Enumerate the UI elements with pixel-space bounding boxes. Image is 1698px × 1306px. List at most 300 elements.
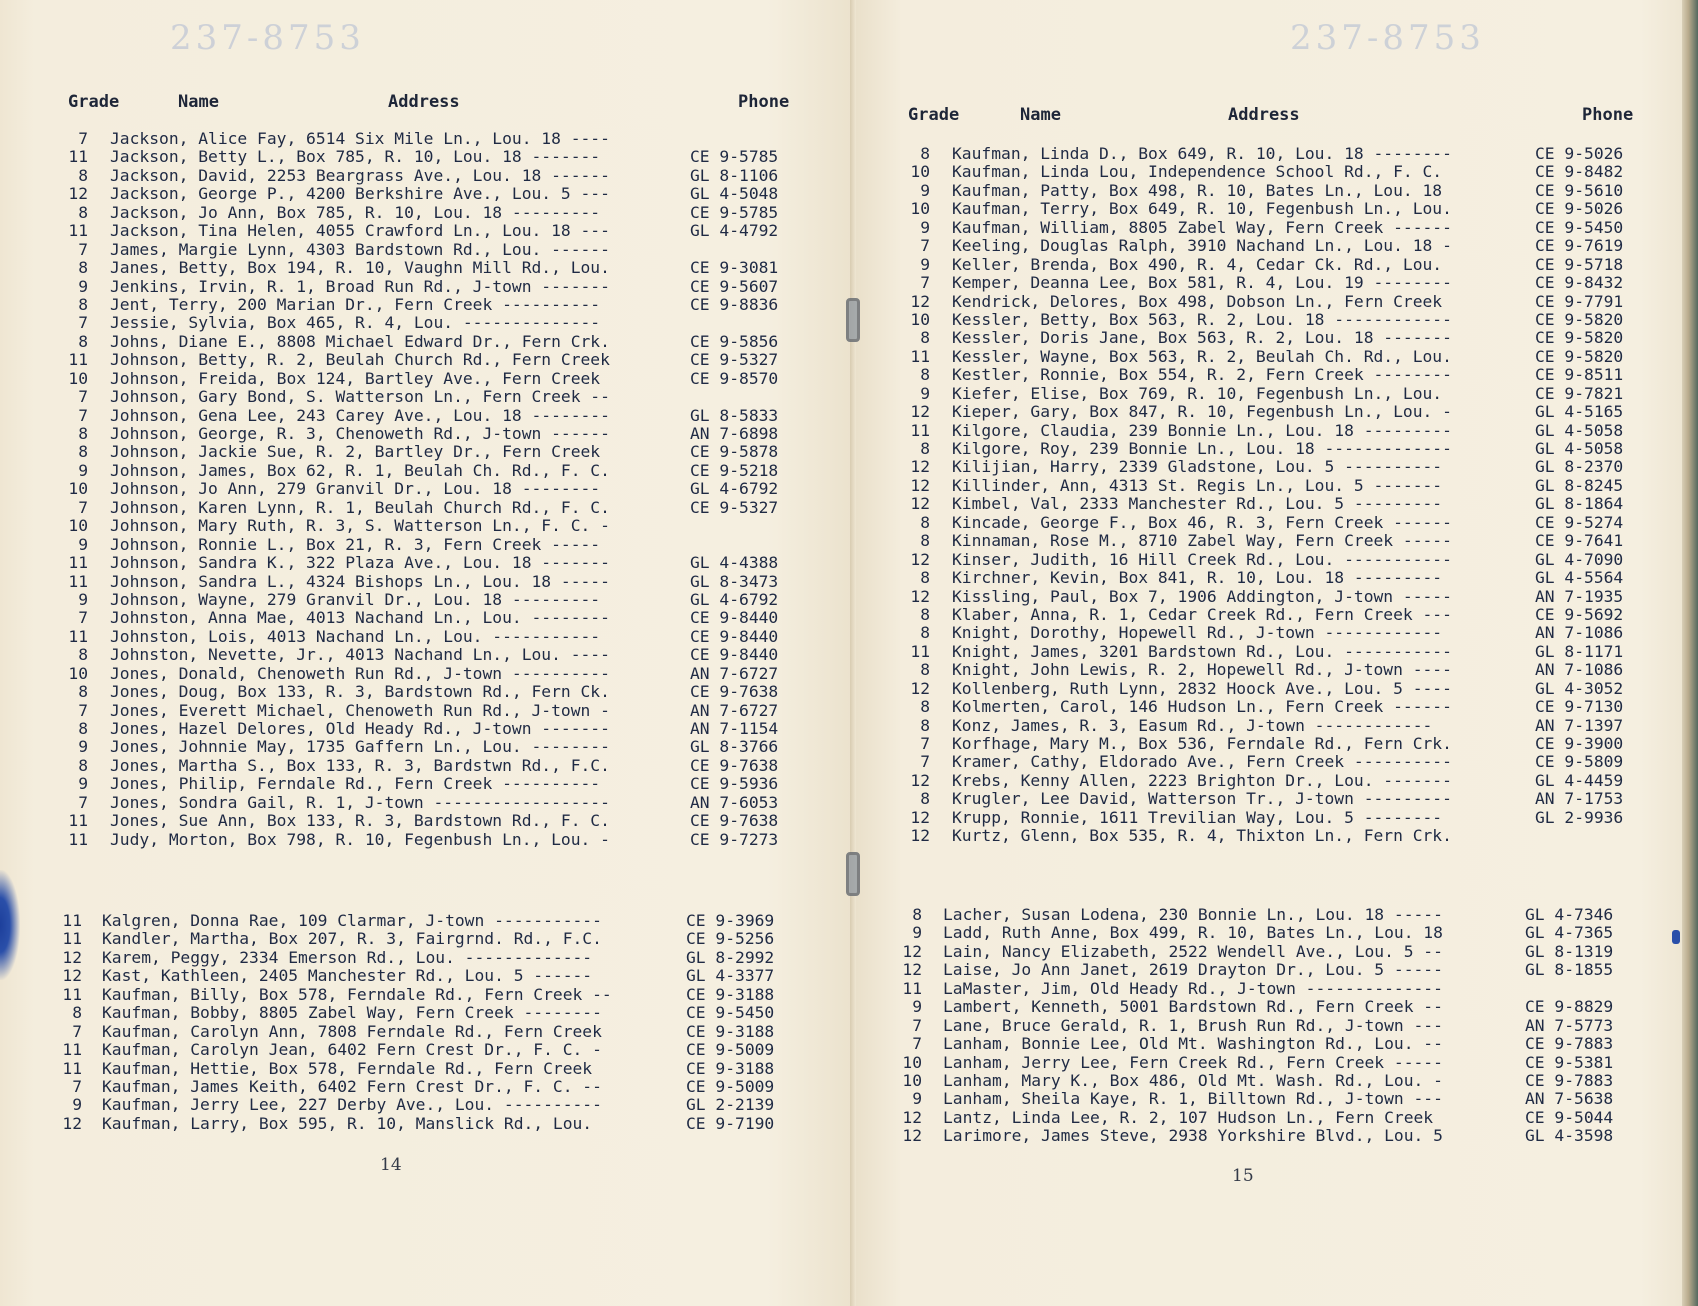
student-entry: Kolmerten, Carol, 146 Hudson Ln., Fern Creek ------	[952, 697, 1452, 717]
student-entry: Jones, Sondra Gail, R. 1, J-town ------------------	[110, 792, 610, 812]
student-grade: 12	[910, 549, 930, 569]
student-grade: 11	[68, 553, 88, 573]
student-grade: 12	[910, 770, 930, 790]
student-phone: AN 7-1086	[1535, 623, 1624, 643]
student-entry: Lacher, Susan Lodena, 230 Bonnie Ln., Lou. 18 -----	[943, 905, 1443, 924]
student-entry: Krupp, Ronnie, 1611 Trevilian Way, Lou. 5 --------	[952, 807, 1443, 827]
student-phone: GL 8-2370	[1535, 457, 1624, 477]
student-entry: Jones, Donald, Chenoweth Run Rd., J-town ----------	[110, 663, 610, 683]
student-phone: CE 9-3081	[690, 258, 779, 278]
student-grade: 10	[68, 516, 88, 536]
student-grade: 9	[912, 997, 922, 1017]
student-phone: CE 9-8440	[690, 645, 779, 665]
student-grade: 12	[62, 947, 82, 967]
student-entry: Johnston, Lois, 4013 Nachand Ln., Lou. -----------	[110, 626, 601, 646]
student-entry: Kendrick, Delores, Box 498, Dobson Ln., Fern Creek	[952, 291, 1443, 311]
student-grade: 8	[78, 424, 88, 443]
student-grade: 10	[68, 368, 88, 388]
student-phone: CE 9-5878	[690, 442, 779, 462]
student-phone: GL 4-4459	[1535, 770, 1624, 790]
student-entry: Jent, Terry, 200 Marian Dr., Fern Creek ----------	[110, 294, 601, 314]
bleed-through-number-right: 237-8753	[1290, 18, 1485, 58]
student-entry: Johnson, Betty, R. 2, Beulah Church Rd., Fern Creek	[110, 350, 610, 370]
student-grade: 11	[62, 911, 82, 930]
student-entry: Jackson, David, 2253 Beargrass Ave., Lou. 18 ------	[110, 165, 610, 185]
student-entry: Jenkins, Irvin, R. 1, Broad Run Rd., J-town -------	[110, 276, 610, 296]
student-phone: CE 9-5026	[1535, 199, 1624, 219]
student-phone: CE 9-3900	[1535, 734, 1624, 753]
student-entry: Jones, Hazel Delores, Old Heady Rd., J-town -------	[110, 719, 610, 738]
student-grade: 8	[920, 789, 930, 809]
header-name: Name	[1020, 105, 1061, 125]
student-phone: GL 4-7090	[1535, 549, 1624, 569]
student-entry: Kaufman, Carolyn Jean, 6402 Fern Crest Dr., F. C. -	[102, 1040, 602, 1060]
header-phone: Phone	[738, 92, 790, 112]
student-grade: 11	[68, 221, 88, 241]
ink-stain	[0, 870, 20, 980]
header-address: Address	[388, 92, 460, 112]
student-phone: CE 9-8836	[690, 294, 779, 314]
student-grade: 8	[920, 604, 930, 624]
student-phone: AN 7-5638	[1525, 1089, 1614, 1109]
student-entry: Kilijian, Harry, 2339 Gladstone, Lou. 5 ----------	[952, 457, 1443, 477]
student-grade: 7	[920, 236, 930, 256]
student-entry: Larimore, James Steve, 2938 Yorkshire Blvd., Lou. 5	[943, 1126, 1443, 1146]
student-entry: Kaufman, Terry, Box 649, R. 10, Fegenbush Ln., Lou.	[952, 199, 1452, 219]
student-entry: Killinder, Ann, 4313 St. Regis Ln., Lou. 5 -------	[952, 475, 1443, 495]
student-grade: 8	[920, 512, 930, 532]
student-grade: 12	[910, 402, 930, 422]
student-entry: Kollenberg, Ruth Lynn, 2832 Hoock Ave., Lou. 5 ----	[952, 678, 1452, 698]
student-phone: CE 9-5820	[1535, 309, 1624, 329]
student-grade: 11	[910, 641, 930, 661]
student-grade: 7	[72, 1021, 82, 1041]
student-entry: Kemper, Deanna Lee, Box 581, R. 4, Lou. 19 --------	[952, 273, 1452, 293]
student-phone: GL 4-5058	[1535, 420, 1624, 440]
student-entry: Kramer, Cathy, Eldorado Ave., Fern Creek ----------	[952, 752, 1452, 772]
student-grade: 8	[920, 660, 930, 680]
student-grade: 8	[78, 294, 88, 314]
student-phone: CE 9-5718	[1535, 254, 1624, 274]
staple-bottom	[846, 852, 860, 896]
student-phone: CE 9-5450	[686, 1003, 775, 1023]
student-grade: 12	[62, 966, 82, 986]
student-phone: CE 9-5785	[690, 202, 779, 222]
student-entry: Kaufman, James Keith, 6402 Fern Crest Dr., F. C. --	[102, 1076, 602, 1096]
student-grade: 9	[78, 774, 88, 794]
student-grade: 9	[920, 217, 930, 237]
student-phone: CE 9-5610	[1535, 180, 1624, 200]
student-phone: CE 9-5274	[1535, 512, 1624, 532]
student-phone: CE 9-7791	[1535, 291, 1624, 311]
student-entry: Kaufman, Jerry Lee, 227 Derby Ave., Lou. ----------	[102, 1095, 602, 1115]
student-entry: Jessie, Sylvia, Box 465, R. 4, Lou. --------------	[110, 313, 601, 333]
student-phone: CE 9-5607	[690, 276, 779, 296]
student-phone: AN 7-6727	[690, 663, 779, 683]
student-phone: GL 8-8245	[1535, 475, 1624, 495]
student-grade: 11	[62, 984, 82, 1004]
student-grade: 8	[920, 439, 930, 458]
student-grade: 8	[78, 682, 88, 702]
student-grade: 9	[920, 180, 930, 200]
student-grade: 12	[910, 807, 930, 827]
student-phone: CE 9-5856	[690, 331, 779, 351]
student-entry: Jones, Everett Michael, Chenoweth Run Rd., J-town -	[110, 700, 610, 720]
student-grade: 8	[920, 568, 930, 588]
student-grade: 7	[78, 497, 88, 517]
student-phone: GL 4-3598	[1525, 1126, 1614, 1146]
student-entry: Johnson, Mary Ruth, R. 3, S. Watterson Ln., F. C. -	[110, 516, 610, 536]
student-grade: 12	[910, 826, 930, 846]
student-grade: 12	[910, 457, 930, 477]
student-grade: 12	[910, 678, 930, 698]
student-phone: AN 7-1154	[690, 719, 779, 738]
student-phone: AN 7-1753	[1535, 789, 1624, 809]
student-entry: Kimbel, Val, 2333 Manchester Rd., Lou. 5 ---------	[952, 494, 1443, 514]
student-entry: LaMaster, Jim, Old Heady Rd., J-town --------------	[943, 978, 1443, 998]
student-phone: CE 9-5327	[690, 350, 779, 370]
student-grade: 12	[902, 1126, 922, 1146]
student-entry: Johnson, Gena Lee, 243 Carey Ave., Lou. 18 --------	[110, 405, 610, 425]
staple-top	[846, 298, 860, 342]
student-grade: 10	[910, 309, 930, 329]
student-entry: Johnson, Ronnie L., Box 21, R. 3, Fern Creek -----	[110, 534, 601, 554]
student-grade: 8	[912, 905, 922, 924]
student-phone: CE 9-3188	[686, 984, 775, 1004]
student-phone: GL 8-1319	[1525, 941, 1614, 961]
student-phone: CE 9-3188	[686, 1058, 775, 1078]
student-phone: CE 9-8440	[690, 626, 779, 646]
student-grade: 11	[68, 350, 88, 370]
student-grade: 9	[920, 254, 930, 274]
student-grade: 11	[68, 811, 88, 831]
student-grade: 7	[78, 608, 88, 628]
student-entry: Kilgore, Claudia, 239 Bonnie Ln., Lou. 18 ---------	[952, 420, 1452, 440]
student-entry: Johns, Diane E., 8808 Michael Edward Dr., Fern Crk.	[110, 331, 610, 351]
student-entry: Kiefer, Elise, Box 769, R. 10, Fegenbush Ln., Lou.	[952, 383, 1443, 403]
student-grade: 7	[78, 405, 88, 425]
student-phone: CE 9-7638	[690, 682, 779, 702]
student-entry: Kirchner, Kevin, Box 841, R. 10, Lou. 18 ---------	[952, 568, 1443, 588]
student-grade: 8	[920, 531, 930, 551]
student-grade: 7	[912, 1015, 922, 1035]
page-edge	[1682, 0, 1698, 1306]
student-phone: CE 9-5044	[1525, 1107, 1614, 1127]
student-entry: Johnston, Anna Mae, 4013 Nachand Ln., Lou. --------	[110, 608, 610, 628]
student-phone: GL 2-9936	[1535, 807, 1624, 827]
student-grade: 12	[902, 941, 922, 961]
student-entry: Johnson, Jo Ann, 279 Granvil Dr., Lou. 18 --------	[110, 479, 601, 499]
student-grade: 9	[912, 1089, 922, 1109]
student-entry: Johnson, Freida, Box 124, Bartley Ave., Fern Creek	[110, 368, 601, 388]
page-number-left: 14	[380, 1155, 402, 1175]
student-phone: GL 8-2992	[686, 947, 775, 967]
student-grade: 12	[62, 1113, 82, 1133]
student-grade: 11	[62, 1040, 82, 1060]
student-grade: 12	[910, 475, 930, 495]
student-phone: GL 8-1171	[1535, 641, 1624, 661]
student-grade: 11	[68, 829, 88, 849]
student-grade: 8	[920, 328, 930, 348]
student-phone: CE 9-5026	[1535, 144, 1624, 163]
student-phone: CE 9-8440	[690, 608, 779, 628]
student-entry: Kaufman, Larry, Box 595, R. 10, Manslick Rd., Lou.	[102, 1113, 593, 1133]
student-entry: Kaufman, Carolyn Ann, 7808 Ferndale Rd., Fern Creek	[102, 1021, 602, 1041]
student-grade: 10	[68, 479, 88, 499]
student-grade: 8	[920, 365, 930, 385]
student-entry: Lanham, Sheila Kaye, R. 1, Billtown Rd., J-town ---	[943, 1089, 1443, 1109]
student-phone: GL 8-1106	[690, 165, 779, 185]
student-phone: AN 7-6898	[690, 424, 779, 443]
student-entry: Kincade, George F., Box 46, R. 3, Fern Creek ------	[952, 512, 1452, 532]
student-grade: 10	[902, 1052, 922, 1072]
student-grade: 11	[62, 1058, 82, 1078]
student-grade: 8	[72, 1003, 82, 1023]
student-grade: 10	[68, 663, 88, 683]
student-entry: Kandler, Martha, Box 207, R. 3, Fairgrnd. Rd., F.C.	[102, 929, 602, 949]
student-entry: Lain, Nancy Elizabeth, 2522 Wendell Ave., Lou. 5 --	[943, 941, 1443, 961]
student-phone: CE 9-7619	[1535, 236, 1624, 256]
student-phone: GL 4-3052	[1535, 678, 1624, 698]
student-grade: 8	[920, 623, 930, 643]
student-phone: CE 9-5009	[686, 1076, 775, 1096]
student-phone: CE 9-5218	[690, 460, 779, 480]
student-grade: 8	[920, 144, 930, 163]
student-phone: AN 7-6053	[690, 792, 779, 812]
student-grade: 9	[78, 589, 88, 609]
student-grade: 7	[920, 752, 930, 772]
student-phone: GL 4-5058	[1535, 439, 1624, 458]
student-phone: CE 9-7883	[1525, 1070, 1614, 1090]
student-phone: AN 7-5773	[1525, 1015, 1614, 1035]
student-grade: 7	[78, 239, 88, 259]
student-entry: Kaufman, Hettie, Box 578, Ferndale Rd., Fern Creek	[102, 1058, 593, 1078]
bleed-through-number-left: 237-8753	[170, 18, 365, 58]
student-phone: GL 8-5833	[690, 405, 779, 425]
student-phone: CE 9-5692	[1535, 604, 1624, 624]
student-entry: Krebs, Kenny Allen, 2223 Brighton Dr., Lou. -------	[952, 770, 1452, 790]
student-grade: 9	[912, 923, 922, 943]
student-grade: 9	[78, 460, 88, 480]
student-grade: 8	[78, 202, 88, 222]
ink-mark	[1672, 930, 1680, 944]
student-entry: Jackson, Jo Ann, Box 785, R. 10, Lou. 18 ---------	[110, 202, 601, 222]
student-entry: Lane, Bruce Gerald, R. 1, Brush Run Rd., J-town ---	[943, 1015, 1443, 1035]
student-phone: CE 9-5820	[1535, 346, 1624, 366]
student-entry: Jackson, George P., 4200 Berkshire Ave., Lou. 5 ---	[110, 184, 610, 204]
student-grade: 11	[902, 978, 922, 998]
student-phone: CE 9-5785	[690, 147, 779, 167]
student-entry: Kestler, Ronnie, Box 554, R. 2, Fern Creek --------	[952, 365, 1452, 385]
student-entry: Konz, James, R. 3, Easum Rd., J-town ------------	[952, 715, 1433, 735]
student-entry: Kilgore, Roy, 239 Bonnie Ln., Lou. 18 -------------	[952, 439, 1452, 458]
student-grade: 7	[78, 129, 88, 148]
student-phone: AN 7-1086	[1535, 660, 1624, 680]
book-spine	[850, 0, 856, 1306]
student-grade: 8	[78, 165, 88, 185]
student-grade: 10	[910, 162, 930, 182]
student-entry: Korfhage, Mary M., Box 536, Ferndale Rd., Fern Crk.	[952, 734, 1452, 753]
student-phone: CE 9-7883	[1525, 1034, 1614, 1054]
student-entry: Knight, James, 3201 Bardstown Rd., Lou. -----------	[952, 641, 1452, 661]
student-grade: 12	[902, 1107, 922, 1127]
student-phone: AN 7-1397	[1535, 715, 1624, 735]
student-entry: Johnson, James, Box 62, R. 1, Beulah Ch. Rd., F. C.	[110, 460, 610, 480]
student-entry: Karem, Peggy, 2334 Emerson Rd., Lou. -------------	[102, 947, 593, 967]
student-entry: Lanham, Mary K., Box 486, Old Mt. Wash. Rd., Lou. -	[943, 1070, 1443, 1090]
student-entry: Lambert, Kenneth, 5001 Bardstown Rd., Fern Creek --	[943, 997, 1443, 1017]
student-grade: 11	[68, 147, 88, 167]
student-entry: Lantz, Linda Lee, R. 2, 107 Hudson Ln., Fern Creek	[943, 1107, 1434, 1127]
student-phone: GL 4-5048	[690, 184, 779, 204]
student-entry: Jackson, Betty L., Box 785, R. 10, Lou. 18 -------	[110, 147, 601, 167]
student-grade: 10	[910, 199, 930, 219]
student-phone: AN 7-6727	[690, 700, 779, 720]
student-entry: Kaufman, William, 8805 Zabel Way, Fern Creek ------	[952, 217, 1452, 237]
header-grade: Grade	[68, 92, 120, 112]
student-phone: GL 4-4388	[690, 553, 779, 573]
student-phone: CE 9-8482	[1535, 162, 1624, 182]
page-number-right: 15	[1232, 1166, 1254, 1186]
student-phone: GL 8-3766	[690, 737, 779, 757]
student-entry: Kalgren, Donna Rae, 109 Clarmar, J-town -----------	[102, 911, 602, 930]
student-grade: 7	[920, 273, 930, 293]
student-entry: Laise, Jo Ann Janet, 2619 Drayton Dr., Lou. 5 -----	[943, 960, 1443, 980]
header-address: Address	[1228, 105, 1300, 125]
student-phone: CE 9-7638	[690, 811, 779, 831]
student-phone: CE 9-3969	[686, 911, 775, 930]
student-grade: 7	[912, 1034, 922, 1054]
student-grade: 11	[62, 929, 82, 949]
student-grade: 7	[78, 792, 88, 812]
student-grade: 11	[68, 571, 88, 591]
student-entry: Jones, Johnnie May, 1735 Gaffern Ln., Lou. --------	[110, 737, 610, 757]
student-phone: GL 4-6792	[690, 589, 779, 609]
student-entry: Kaufman, Billy, Box 578, Ferndale Rd., Fern Creek --	[102, 984, 612, 1004]
student-grade: 7	[920, 734, 930, 753]
student-phone: CE 9-8511	[1535, 365, 1624, 385]
student-entry: Johnson, Wayne, 279 Granvil Dr., Lou. 18 ---------	[110, 589, 601, 609]
header-grade: Grade	[908, 105, 960, 125]
student-entry: Jackson, Tina Helen, 4055 Crawford Ln., Lou. 18 ---	[110, 221, 610, 241]
student-phone: GL 4-4792	[690, 221, 779, 241]
student-grade: 8	[920, 697, 930, 717]
student-grade: 8	[78, 719, 88, 738]
student-grade: 9	[72, 1095, 82, 1115]
student-phone: AN 7-1935	[1535, 586, 1624, 606]
student-phone: CE 9-7130	[1535, 697, 1624, 717]
student-entry: Jackson, Alice Fay, 6514 Six Mile Ln., Lou. 18 ----	[110, 129, 610, 148]
student-entry: Kessler, Wayne, Box 563, R. 2, Beulah Ch. Rd., Lou.	[952, 346, 1452, 366]
student-phone: GL 4-3377	[686, 966, 775, 986]
student-entry: Johnson, Gary Bond, S. Watterson Ln., Fern Creek --	[110, 387, 610, 407]
student-entry: Johnson, Jackie Sue, R. 2, Bartley Dr., Fern Creek	[110, 442, 601, 462]
student-grade: 11	[910, 346, 930, 366]
student-phone: GL 8-1855	[1525, 960, 1614, 980]
student-phone: CE 9-5936	[690, 774, 779, 794]
student-phone: CE 9-3188	[686, 1021, 775, 1041]
student-grade: 7	[78, 387, 88, 407]
student-entry: Kaufman, Bobby, 8805 Zabel Way, Fern Creek --------	[102, 1003, 602, 1023]
student-grade: 8	[78, 755, 88, 775]
student-entry: Kaufman, Linda D., Box 649, R. 10, Lou. 18 --------	[952, 144, 1452, 163]
student-entry: Kieper, Gary, Box 847, R. 10, Fegenbush Ln., Lou. -	[952, 402, 1452, 422]
student-phone: CE 9-5009	[686, 1040, 775, 1060]
student-grade: 12	[68, 184, 88, 204]
student-entry: Knight, John Lewis, R. 2, Hopewell Rd., J-town ----	[952, 660, 1452, 680]
student-phone: GL 4-6792	[690, 479, 779, 499]
student-entry: Kessler, Doris Jane, Box 563, R. 2, Lou. 18 -------	[952, 328, 1452, 348]
student-grade: 9	[78, 534, 88, 554]
student-entry: Jones, Martha S., Box 133, R. 3, Bardstwn Rd., F.C.	[110, 755, 610, 775]
student-phone: GL 4-5564	[1535, 568, 1624, 588]
student-phone: CE 9-7638	[690, 755, 779, 775]
student-entry: Kaufman, Linda Lou, Independence School Rd., F. C.	[952, 162, 1443, 182]
student-entry: Kissling, Paul, Box 7, 1906 Addington, J-town -----	[952, 586, 1452, 606]
student-entry: Ladd, Ruth Anne, Box 499, R. 10, Bates Ln., Lou. 18	[943, 923, 1443, 943]
student-entry: Johnson, Sandra L., 4324 Bishops Ln., Lou. 18 -----	[110, 571, 610, 591]
student-grade: 8	[78, 442, 88, 462]
student-entry: Jones, Doug, Box 133, R. 3, Bardstown Rd., Fern Ck.	[110, 682, 610, 702]
student-grade: 12	[910, 291, 930, 311]
student-phone: CE 9-5381	[1525, 1052, 1614, 1072]
student-phone: CE 9-7273	[690, 829, 779, 849]
student-phone: CE 9-8829	[1525, 997, 1614, 1017]
student-entry: Johnson, Sandra K., 322 Plaza Ave., Lou. 18 -------	[110, 553, 610, 573]
header-name: Name	[178, 92, 219, 112]
student-phone: CE 9-5256	[686, 929, 775, 949]
student-phone: CE 9-8570	[690, 368, 779, 388]
student-entry: Kast, Kathleen, 2405 Manchester Rd., Lou. 5 ------	[102, 966, 593, 986]
student-phone: GL 8-3473	[690, 571, 779, 591]
student-grade: 7	[72, 1076, 82, 1096]
student-entry: Johnston, Nevette, Jr., 4013 Nachand Ln., Lou. ----	[110, 645, 610, 665]
student-phone: CE 9-7190	[686, 1113, 775, 1133]
student-entry: Jones, Sue Ann, Box 133, R. 3, Bardstown Rd., F. C.	[110, 811, 610, 831]
student-entry: James, Margie Lynn, 4303 Bardstown Rd., Lou. ------	[110, 239, 610, 259]
student-phone: GL 8-1864	[1535, 494, 1624, 514]
student-entry: Johnson, Karen Lynn, R. 1, Beulah Church Rd., F. C.	[110, 497, 610, 517]
student-phone: CE 9-5809	[1535, 752, 1624, 772]
student-phone: CE 9-5327	[690, 497, 779, 517]
student-entry: Janes, Betty, Box 194, R. 10, Vaughn Mill Rd., Lou.	[110, 258, 610, 278]
student-entry: Lanham, Jerry Lee, Fern Creek Rd., Fern Creek -----	[943, 1052, 1443, 1072]
student-entry: Keller, Brenda, Box 490, R. 4, Cedar Ck. Rd., Lou.	[952, 254, 1443, 274]
student-phone: CE 9-5450	[1535, 217, 1624, 237]
student-phone: GL 4-7365	[1525, 923, 1614, 943]
student-phone: CE 9-7641	[1535, 531, 1624, 551]
student-entry: Judy, Morton, Box 798, R. 10, Fegenbush Ln., Lou. -	[110, 829, 610, 849]
student-grade: 8	[78, 645, 88, 665]
student-entry: Kinser, Judith, 16 Hill Creek Rd., Lou. -----------	[952, 549, 1452, 569]
student-entry: Jones, Philip, Ferndale Rd., Fern Creek ----------	[110, 774, 601, 794]
student-grade: 12	[910, 586, 930, 606]
student-entry: Klaber, Anna, R. 1, Cedar Creek Rd., Fern Creek ---	[952, 604, 1452, 624]
student-grade: 8	[920, 715, 930, 735]
student-entry: Kurtz, Glenn, Box 535, R. 4, Thixton Ln., Fern Crk.	[952, 826, 1452, 846]
student-entry: Kinnaman, Rose M., 8710 Zabel Way, Fern Creek -----	[952, 531, 1452, 551]
student-entry: Keeling, Douglas Ralph, 3910 Nachand Ln., Lou. 18 -	[952, 236, 1452, 256]
student-entry: Kaufman, Patty, Box 498, R. 10, Bates Ln., Lou. 18	[952, 180, 1443, 200]
student-grade: 11	[910, 420, 930, 440]
student-grade: 9	[920, 383, 930, 403]
student-grade: 8	[78, 331, 88, 351]
student-entry: Kessler, Betty, Box 563, R. 2, Lou. 18 ------------	[952, 309, 1452, 329]
student-grade: 7	[78, 700, 88, 720]
student-phone: GL 2-2139	[686, 1095, 775, 1115]
student-grade: 12	[902, 960, 922, 980]
student-grade: 11	[68, 626, 88, 646]
